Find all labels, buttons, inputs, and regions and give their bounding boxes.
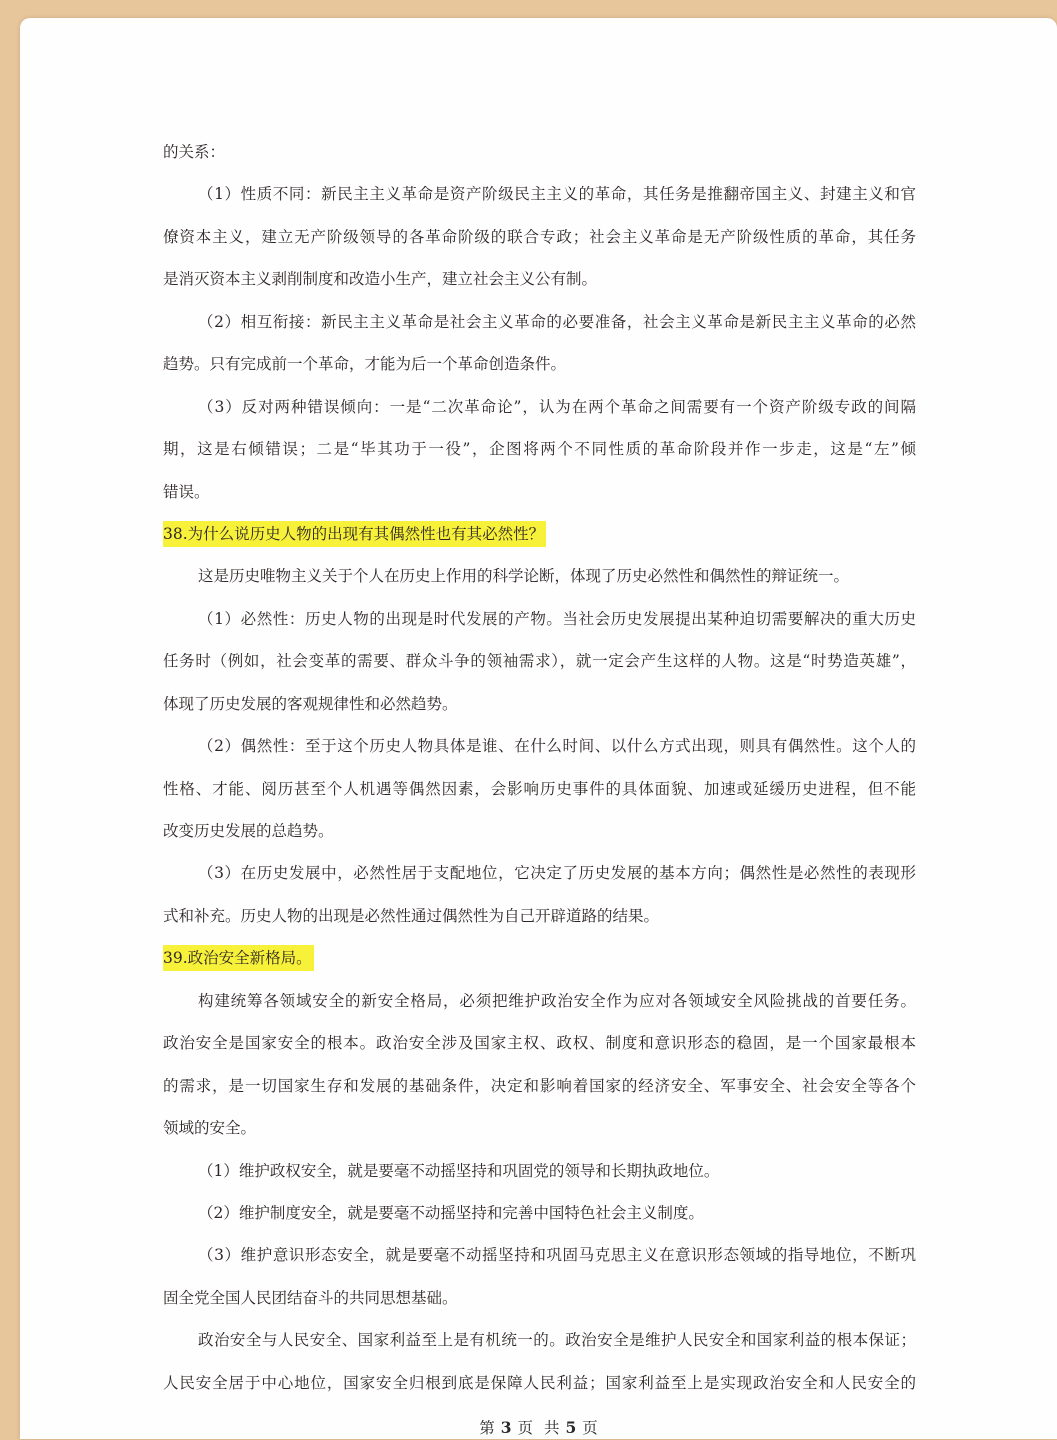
paragraph-q39-item-2 (163, 1192, 916, 1234)
text-line: （3）在历史发展中，必然性居于支配地位，它决定了历史发展的基本方向；偶然性是必然性的表现形 (198, 864, 916, 883)
text-line: （3）反对两种错误倾向：一是“二次革命论”，认为在两个革命之间需要有一个资产阶级专政的间隔 (198, 397, 916, 416)
footer-word: 共 (543, 1419, 560, 1437)
paragraph-q39-item-3 (163, 1234, 916, 1319)
paragraph-item-3 (163, 386, 916, 513)
paragraph-q38-item-1 (163, 598, 916, 725)
text-line: 这是历史唯物主义关于个人在历史上作用的科学论断，体现了历史必然性和偶然性的辩证统一。 (198, 567, 850, 586)
paragraph-item-1 (163, 173, 916, 300)
text-line: 人民安全居于中心地位，国家安全归根到底是保障人民利益；国家利益至上是实现政治安全和人民安全的 (163, 1373, 916, 1392)
paragraph-q39-intro (163, 980, 916, 1150)
text-line: 式和补充。历史人物的出现是必然性通过偶然性为自己开辟道路的结果。 (163, 906, 660, 925)
highlighted-heading-text: 39.政治安全新格局。 (163, 945, 314, 971)
text-line: 政治安全与人民安全、国家利益至上是有机统一的。政治安全是维护人民安全和国家利益的根本保证； (198, 1331, 916, 1350)
text-line: 性格、才能、阅历甚至个人机遇等偶然因素，会影响历史事件的具体面貌、加速或延缓历史进程，但不能 (163, 779, 916, 798)
paragraph-q38-item-2 (163, 725, 916, 852)
document-body (163, 131, 916, 1404)
footer-word: 页 (517, 1419, 534, 1437)
paragraph-q39-closing (163, 1319, 916, 1404)
page-number-footer (20, 1416, 1057, 1440)
current-page-number: 3 (500, 1418, 512, 1437)
paragraph-intro (163, 131, 916, 173)
text-line: （2）偶然性：至于这个历史人物具体是谁、在什么时间、以什么方式出现，则具有偶然性。这个人的 (198, 737, 916, 756)
text-line: 僚资本主义，建立无产阶级领导的各革命阶级的联合专政；社会主义革命是无产阶级性质的革命，其任务 (163, 227, 916, 246)
text-line: （2）相互衔接：新民主主义革命是社会主义革命的必要准备，社会主义革命是新民主主义革命的必然 (198, 312, 916, 331)
question-heading-38 (163, 513, 916, 555)
question-heading-39 (163, 937, 916, 979)
text-line: （3）维护意识形态安全，就是要毫不动摇坚持和巩固马克思主义在意识形态领域的指导地位，不断巩 (198, 1246, 916, 1265)
total-pages-number: 5 (565, 1418, 577, 1437)
paragraph-q38-item-3 (163, 852, 916, 937)
paragraph-q38-intro (163, 555, 916, 597)
text-line: 构建统筹各领域安全的新安全格局，必须把维护政治安全作为应对各领域安全风险挑战的首要任务。 (198, 991, 916, 1010)
text-line: （1）维护政权安全，就是要毫不动摇坚持和巩固党的领导和长期执政地位。 (198, 1161, 720, 1180)
text-line: 任务时（例如，社会变革的需要、群众斗争的领袖需求），就一定会产生这样的人物。这是“时势造英雄”， (163, 652, 916, 671)
text-line: 的关系： (163, 143, 226, 161)
text-line: （2）维护制度安全，就是要毫不动摇坚持和完善中国特色社会主义制度。 (198, 1203, 704, 1222)
text-line: 体现了历史发展的客观规律性和必然趋势。 (163, 694, 458, 713)
text-line: 期，这是右倾错误；二是“毕其功于一役”，企图将两个不同性质的革命阶段并作一步走，这是“左”倾 (163, 440, 916, 459)
paragraph-item-2 (163, 301, 916, 386)
text-line: 领域的安全。 (163, 1119, 257, 1138)
text-line: 的需求，是一切国家生存和发展的基础条件，决定和影响着国家的经济安全、军事安全、社会安全等各个 (163, 1076, 916, 1095)
text-line: 趋势。只有完成前一个革命，才能为后一个革命创造条件。 (163, 355, 567, 374)
text-line: 政治安全是国家安全的根本。政治安全涉及国家主权、政权、制度和意识形态的稳固，是一个国家最根本 (163, 1034, 916, 1053)
text-line: （1）必然性：历史人物的出现是时代发展的产物。当社会历史发展提出某种迫切需要解决的重大历史 (198, 609, 916, 628)
highlighted-heading-text: 38.为什么说历史人物的出现有其偶然性也有其必然性？ (163, 521, 546, 547)
text-line: （1）性质不同：新民主主义革命是资产阶级民主主义的革命，其任务是推翻帝国主义、封建主义和官 (198, 185, 916, 204)
text-line: 改变历史发展的总趋势。 (163, 822, 334, 840)
paragraph-q39-item-1 (163, 1150, 916, 1192)
footer-word: 页 (582, 1419, 598, 1437)
footer-word: 第 (479, 1419, 495, 1437)
text-line: 是消灭资本主义剥削制度和改造小生产，建立社会主义公有制。 (163, 270, 598, 289)
text-line: 固全党全国人民团结奋斗的共同思想基础。 (163, 1288, 458, 1307)
text-line: 错误。 (163, 482, 210, 501)
